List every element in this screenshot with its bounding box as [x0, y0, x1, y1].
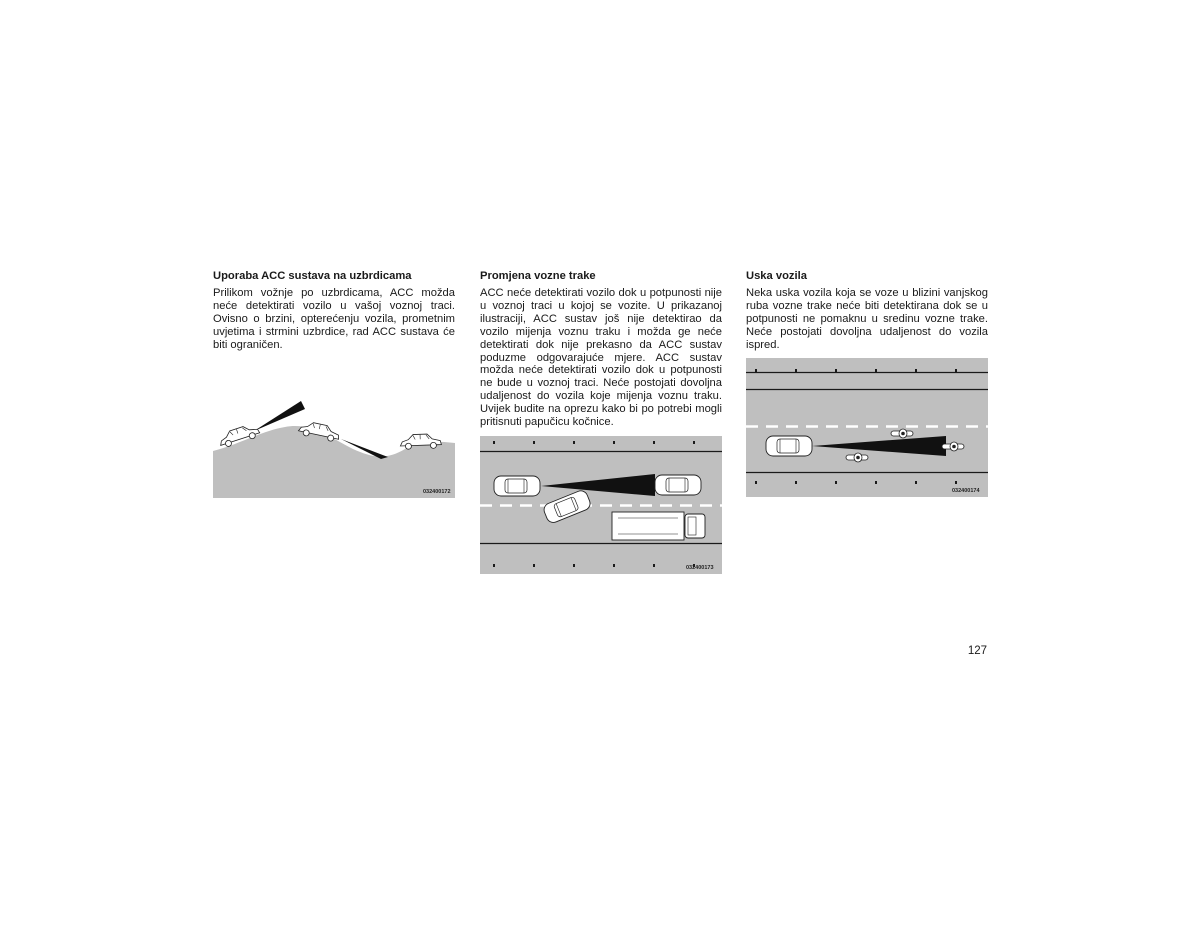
page-number: 127	[967, 645, 987, 657]
section-narrow-vehicles	[746, 268, 988, 352]
car-icon	[655, 475, 701, 495]
section-body: Prilikom vožnje po uzbrdicama, ACC možda neće detektirati vozilo u vašoj voznoj traci. Ovisno o brzini, opterećenju vozila, prometnim uvjetima i strmini uzbrdice, rad ACC sustava će biti ograničen.	[213, 287, 455, 351]
figure-narrow-vehicles-illustration	[746, 358, 988, 497]
section-heading: Uska vozila	[746, 270, 807, 282]
section-body: ACC neće detektirati vozilo dok u potpunosti nije u voznoj traci u kojoj se vozite. U prikazanoj ilustraciji, ACC sustav još nije detektirao da vozilo mijenja voznu traku i možda ge neće detektirati dok nije prekasno da ACC sustav poduzme odgovarajuće mjere. ACC sustav možda neće detektirati vozilo dok u potpunosti ne bude u voznoj traci. Neće postojati dovoljna udaljenost do vozila koje mijenja voznu traku. Uvijek budite na oprezu kako bi po potrebi mogli pritisnuti papučicu kočnice.	[480, 287, 722, 429]
figure-lane-change-illustration	[480, 436, 722, 574]
truck-icon	[612, 512, 705, 540]
section-heading: Promjena vozne trake	[480, 270, 596, 282]
section-heading: Uporaba ACC sustava na uzbrdicama	[213, 270, 412, 282]
section-body: Neka uska vozila koja se voze u blizini vanjskog ruba vozne trake neće biti detektirana dok se u potpunosti ne pomaknu u sredinu vozne trake. Neće postojati dovoljna udaljenost do vozila ispred.	[746, 287, 988, 351]
section-hills	[213, 268, 455, 352]
section-lane-change	[480, 268, 722, 429]
car-icon	[494, 476, 540, 496]
car-icon	[766, 436, 812, 456]
figure-code: 032400172	[423, 489, 451, 495]
figure-code: 032400174	[952, 488, 980, 494]
figure-code: 032400173	[686, 565, 714, 571]
figure-hill-illustration	[213, 387, 455, 498]
